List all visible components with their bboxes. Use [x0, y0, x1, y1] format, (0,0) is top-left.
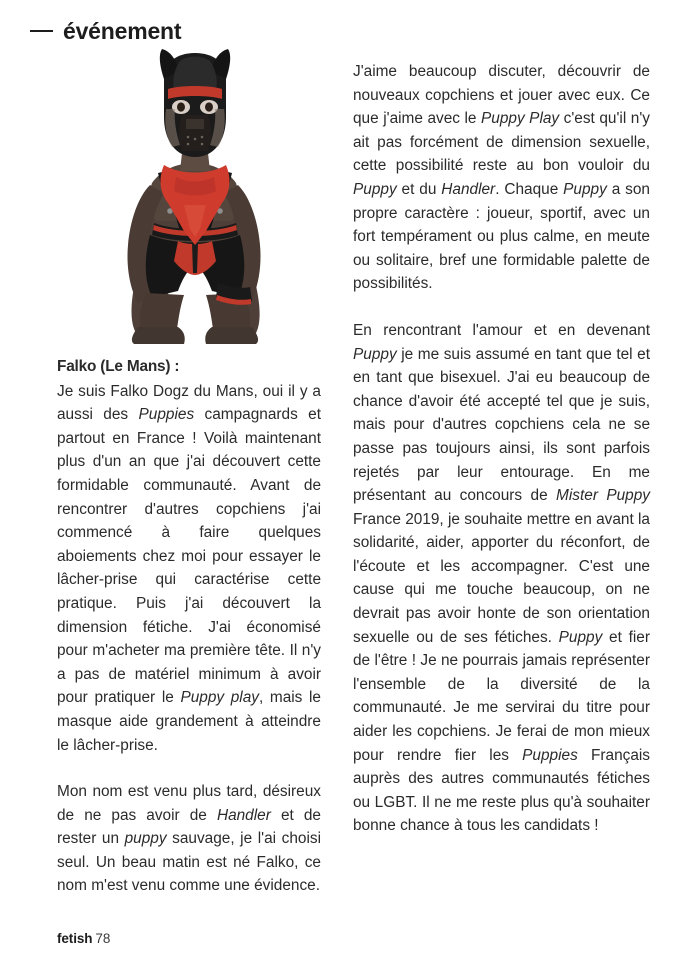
article-left-column — [57, 355, 321, 898]
interview-answer-paragraph — [353, 319, 650, 838]
italic-term: Puppy — [558, 628, 603, 646]
speaker-name: Falko (Le Mans) : — [57, 358, 180, 375]
italic-term: Puppies — [522, 746, 578, 764]
paragraph-text: En rencontrant l'amour et en devenant Puppy je me suis assumé en tant que tel et en tant que bisexuel. J'ai eu beaucoup de chance d'avoir été accepté tel que je suis, mais pour d'autres copchiens cela ne se passe pas toujours ainsi, ils sont parfois rejetés par leur entourage. En me présentant au concours de Mister Puppy France 2019, je souhaite mettre en avant la solidarité, aider, apporter du réconfort, de l'écoute et les accompagner. C'est une cause qui me touche beaucoup, on ne devrait pas avoir honte de son orientation sexuelle ou de ses fétiches. Puppy et fier de l'être ! Je ne pourrais jamais représenter l'ensemble de la diversité de la communauté. Je me servirai du titre pour aider les copchiens. Je ferai de mon mieux pour rendre fier les Puppies Français auprès des autres communautés fétiches ou LGBT. Il ne me reste plus qu'à souhaiter bonne chance à tous les candidats ! — [353, 321, 650, 835]
italic-term: Handler — [216, 806, 271, 824]
italic-term: Puppy Play — [481, 110, 560, 128]
paragraph-text: Mon nom est venu plus tard, désireux de ne pas avoir de Handler et de rester un puppy sauvage, je l'ai choisi seul. Un beau matin est né Falko, ce nom m'est venu comme une évidence. — [57, 783, 322, 895]
puppy-player-photo-illustration — [80, 45, 310, 345]
italic-term: Puppies — [138, 406, 195, 424]
page-header — [30, 14, 660, 48]
page-number: 78 — [95, 931, 111, 946]
italic-term: Puppy play — [180, 689, 259, 707]
paragraph-text: J'aime beaucoup discuter, découvrir de nouveaux copchiens et jouer avec eux. Ce que j'aime avec le Puppy Play c'est qu'il n'y ait pas forcément de dimension sexuelle, cette possibilité reste au bon vouloir du Puppy et du Handler. Chaque Puppy a son propre caractère : joueur, sportif, avec un fort tempérament ou plus calme, en meute ou solitaire, bref une formidable palette de possibilités. — [353, 63, 650, 293]
page-footer — [57, 932, 110, 946]
interview-answer-paragraph — [57, 355, 321, 757]
interview-answer-paragraph — [353, 60, 650, 296]
italic-term: Puppy — [353, 180, 397, 198]
article-right-column — [353, 60, 650, 838]
page-title: événement — [63, 17, 182, 44]
header-rule-icon — [30, 30, 53, 32]
magazine-brand: fetish — [57, 931, 93, 946]
paragraph-text: Je suis Falko Dogz du Mans, oui il y a aussi des Puppies campagnards et partout en France ! Voilà maintenant plus d'un an que j'ai découvert cette formidable communauté. Avant de rencontrer d'autres copchiens j'ai commencé à faire quelques aboiements chez moi pour essayer le lâcher-prise qui caractérise cette pratique. Puis j'ai découvert la dimension fétiche. J'ai économisé pour m'acheter ma première tête. Il n'y a pas de matériel minimum à avoir pour pratiquer le Puppy play, mais le masque aide grandement à atteindre le lâcher-prise. — [57, 382, 321, 754]
italic-term: Mister Puppy — [556, 487, 650, 505]
italic-term: Puppy — [353, 345, 397, 363]
interview-answer-paragraph — [57, 780, 321, 898]
italic-term: Puppy — [563, 180, 607, 198]
article-photo — [80, 45, 310, 345]
italic-term: Handler — [441, 180, 496, 198]
italic-term: puppy — [124, 830, 167, 848]
